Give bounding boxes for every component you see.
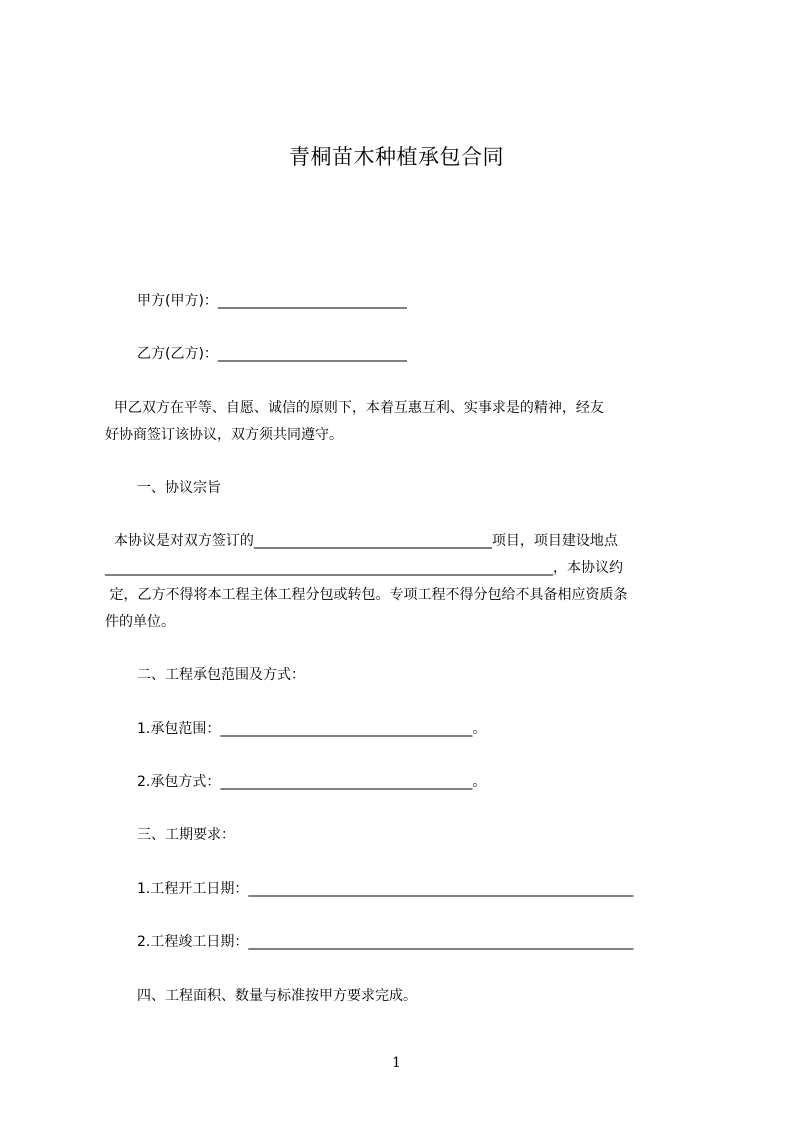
section1-heading: 一、协议宗旨 [137,480,221,496]
section3-heading: 三、工期要求： [137,827,235,843]
page-number: 1 [392,1055,401,1071]
section1-line: 定，乙方不得将本工程主体工程分包或转包。专项工程不得分包给不具备相应资质条 [105,587,628,603]
party-a-field: 甲方(甲方)：___________________________ [137,293,407,309]
intro-line: 甲乙双方在平等、自愿、诚信的原则下，本着互惠互利、实事求是的精神，经友 [105,400,604,416]
section1-paragraph [105,531,703,632]
section4-heading: 四、工程面积、数量与标准按甲方要求完成。 [137,988,417,1004]
method-field: 2.承包方式：____________________________________。 [137,774,487,790]
intro-line: 好协商签订该协议，双方须共同遵守。 [105,427,343,443]
party-b-field: 乙方(乙方)：___________________________ [137,346,407,362]
intro-paragraph [105,398,703,445]
page-title: 青桐苗木种植承包合同 [289,145,504,169]
section1-line: ________________________________________________________________，本协议约 [105,560,623,576]
scope-field: 1.承包范围：____________________________________。 [137,721,487,737]
start-date-field: 1.工程开工日期：_______________________________________________________ [137,881,634,897]
section1-line: 本协议是对双方签订的__________________________________项目，项目建设地点 [105,533,618,549]
end-date-field: 2.工程竣工日期：_______________________________________________________ [137,934,634,950]
section1-line: 件的单位。 [105,614,175,630]
section2-heading: 二、工程承包范围及方式： [137,667,305,683]
